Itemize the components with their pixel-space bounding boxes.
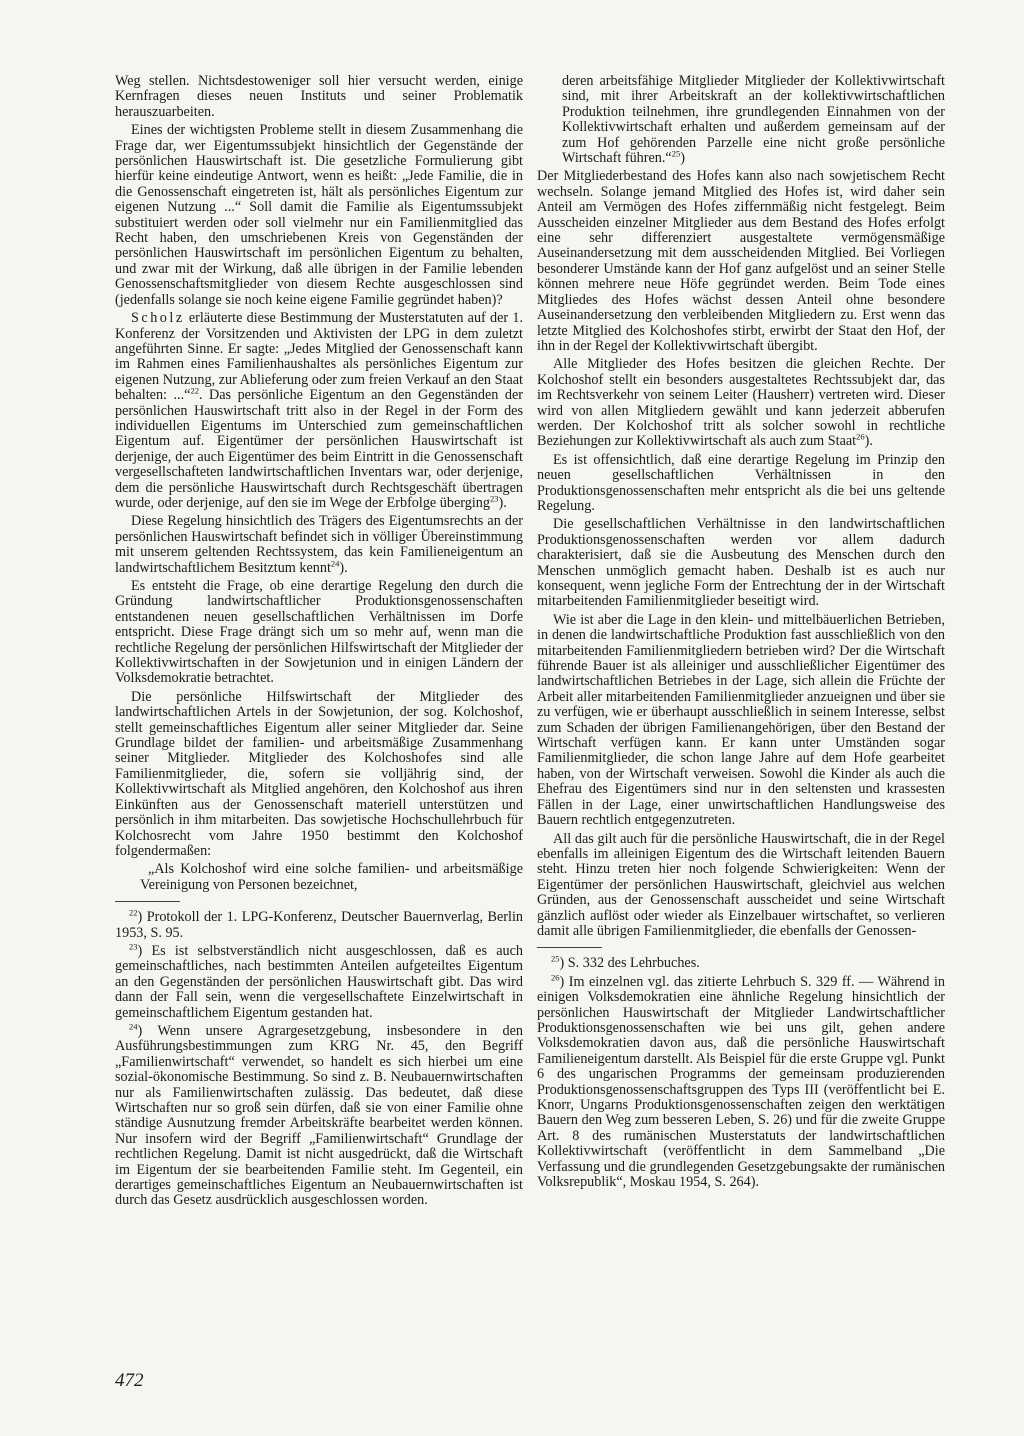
footnote: $^{23}$) Es ist selbstverständlich nicht ausgeschlossen, daß es auch gemeinschaftliches, nach bestimmten Anteilen aufgeteiltes Eigentum an den Gegenständen der persönlichen Hauswirtschaft gibt. Das wird dann der Fall sein, wenn die vergesellschaftete Einzelwirtschaft in gemeinschaftlichem Eigentum gestanden hat.	[115, 941, 523, 1021]
footnote-ref[interactable]: 22	[190, 385, 199, 396]
paragraph: Scholz erläuterte diese Bestimmung der Musterstatuten auf der 1. Konferenz der Vorsitzenden und Aktivisten der LPG in dem zuletzt angeführten Sinne. Er sagte: „Jedes Mitglied der Genossenschaft kann im Rahmen eines Familienhaushaltes als persönliches Eigentum zur eigenen Nutzung, zur Ablieferung oder zum freien Verkauf an den Staat behalten: ...“$^{22}$. Das persönliche Eigentum an den Gegenständen der persönlichen Hauswirtschaft tritt also in der Regel in der Form des individuellen Eigentums im Unterschied zum gemeinschaftlichen Eigentum auf. Eigentümer der persönlichen Hauswirtschaft ist derjenige, der auch Eigentümer des beim Eintritt in die Genossenschaft vergesellschafteten landwirtschaftlichen Inventars war, oder derjenige, dem die persönliche Hauswirtschaft durch Rechtsgeschäft übertragen wurde, oder derjenige, auf den sie im Wege der Erbfolge überging$^{23}$).	[115, 310, 524, 511]
footnote-ref[interactable]: 26	[856, 431, 865, 442]
paragraph: Es entsteht die Frage, ob eine derartige Regelung den durch die Gründung landwirtschaftlicher Produktionsgenossenschaften entstandenen neuen gesellschaftlichen Verhältnissen im Dorfe entspricht. Diese Frage drängt sich um so mehr auf, wenn man die rechtliche Regelung der persönlichen Hilfswirtschaft der Mitglieder der Kollektivwirtschaften in der Sowjetunion und in einigen Ländern der Volksdemokratie betrachtet.	[115, 578, 523, 687]
paragraph: Es ist offensichtlich, daß eine derartige Regelung im Prinzip den neuen gesellschaftlichen Verhältnissen in den Produktionsgenossenschaften mehr entspricht als die bei uns geltende Regelung.	[537, 451, 945, 514]
paragraph: Alle Mitglieder des Hofes besitzen die gleichen Rechte. Der Kolchoshof stellt ein besonders ausgestaltetes Rechtssubjekt dar, das im Rechtsverkehr von seinem Leiter (Hausherr) vertreten wird. Dieser wird von allen Mitgliedern gewählt und kann jederzeit abberufen werden. Der Kolchoshof tritt als solcher sowohl in rechtliche Beziehungen zur Kollektivwirtschaft als auch zum Staat$^{26}$).	[537, 356, 945, 450]
footnote-ref[interactable]: 23	[489, 493, 499, 504]
footnotes	[537, 953, 945, 1191]
paragraph: Eines der wichtigsten Probleme stellt in diesem Zusammenhang die Frage dar, wer Eigentumssubjekt hinsichtlich der Gegenstände der persönlichen Hauswirtschaft ist. Die gesetzliche Formulierung gibt hierfür keine eindeutige Antwort, wenn es heißt: „Jede Familie, die in die Genossenschaft eingetreten ist, hält als persönliches Eigentum zur eigenen Nutzung ...“ Soll damit die Familie als Eigentumssubjekt substituiert werden oder soll vielmehr nur ein Familienmitglied das Recht haben, den umschriebenen Kreis von Gegenständen der persönlichen Hauswirtschaft im persönlichen Eigentum zu behalten, und zwar mit der Wirkung, daß alle übrigen in der Familie lebenden Genossenschaftsmitglieder von diesem Rechte ausgeschlossen sind (jedenfalls solange sie noch keine eigene Familie gegründet haben)?	[115, 122, 523, 308]
block-quote: deren arbeitsfähige Mitglieder Mitglieder der Kollektivwirtschaft sind, mit ihrer Arbeitskraft an der kollektivwirtschaftlichen Produktion teilnehmen, ihre grundlegenden Einnahmen von der Kollektivwirtschaft erhalten und außerdem gemeinsam auf der zum Hof gehörenden Parzelle eine nicht große persönliche Wirtschaft führen.“$^{25}$)	[562, 73, 945, 167]
footnote-ref[interactable]: 24	[330, 557, 340, 568]
paragraph: All das gilt auch für die persönliche Hauswirtschaft, die in der Regel ebenfalls im alleinigen Eigentum des die Wirtschaft leitenden Bauern steht. Hinzu treten hier noch folgende Schwierigkeiten: Wenn der Eigentümer der persönlichen Hauswirtschaft, gleichviel aus welchen Gründen, aus der Genossenschaft ausscheidet und seine Wirtschaft gänzlich auflöst oder wieder als Einzelbauer wirtschaftet, so verlieren damit alle übrigen Familienmitglieder, die ebenfalls der Genossen-	[537, 830, 945, 939]
right-column	[537, 74, 945, 1193]
footnote: $^{22}$) Protokoll der 1. LPG-Konferenz, Deutscher Bauernverlag, Berlin 1953, S. 95.	[115, 907, 523, 941]
paragraph: Wie ist aber die Lage in den klein- und mittelbäuerlichen Betrieben, in denen die landwirtschaftliche Produktion fast ausschließlich von den mitarbeitenden Familienmitgliedern betrieben wird? Der die Wirtschaft führende Bauer ist als alleiniger und ausschließlicher Eigentümer des landwirtschaftlichen Betriebes in der Lage, sich allein die Früchte der Arbeit aller mitarbeitenden Familienmitglieder anzueignen und über sie zu verfügen, wie er überhaupt ausschließlich in seinem Interesse, selbst zum Schaden der übrigen Familienangehörigen, über den Bestand der Wirtschaft verfügen kann. Er kann unter Umständen sogar Familienmitglieder, die schon lange Jahre auf dem Hofe gearbeitet haben, von der Wirtschaft verweisen. Sowohl die Kinder als auch die Ehefrau des Eigentümers sind nur in den seltensten und krassesten Fällen in der Lage, einer unwirtschaftlichen Handlungsweise des Bauern rechtlich entgegenzutreten.	[537, 611, 945, 829]
footnote-ref[interactable]: 25	[671, 148, 681, 159]
paragraph: Weg stellen. Nichtsdestoweniger soll hier versucht werden, einige Kernfragen dieses neuen Instituts und seiner Problematik herauszuarbeiten.	[115, 73, 523, 120]
footnotes	[115, 907, 523, 1209]
paragraph: Die gesellschaftlichen Verhältnisse in den landwirtschaftlichen Produktionsgenossenschaften werden vor allem dadurch charakterisiert, daß sie die Ausbeutung des Menschen durch den Menschen unmöglich gemacht haben. Deshalb ist es auch nur konsequent, wenn jegliche Form der Entrechtung der in der Wirtschaft mitarbeitenden Familienmitglieder beseitigt wird.	[537, 516, 945, 610]
paragraph: Der Mitgliederbestand des Hofes kann also nach sowjetischem Recht wechseln. Solange jemand Mitglied des Hofes ist, wird daher sein Anteil am Vermögen des Hofes ziffernmäßig nicht festgelegt. Beim Ausscheiden einzelner Mitglieder aus dem Bestand des Hofes erfolgt eine sehr differenziert ausgestaltete vermögensmäßige Auseinandersetzung mit dem ausscheidenden Mitglied. Bei Vorliegen besonderer Umstände kann der Hof ganz aufgelöst und an seiner Stelle können mehrere neue Höfe gegründet werden. Beim Tode eines Mitgliedes des Hofes wächst dessen Anteil ohne besondere Auseinandersetzung den verbleibenden Mitgliedern zu. Erst wenn das letzte Mitglied des Kolchoshofes stirbt, erwirbt der Staat den Hof, der ihn in der Regel der Kollektivwirtschaft übergibt.	[537, 168, 945, 354]
footnote: $^{26}$) Im einzelnen vgl. das zitierte Lehrbuch S. 329 ff. — Während in einigen Volksdemokratien eine ähnliche Regelung hinsichtlich der persönlichen Hauswirtschaft der Mitglieder Landwirtschaftlicher Produktionsgenossenschaften wie bei uns gilt, gehen andere Volksdemokratien davon aus, daß die persönliche Hauswirtschaft Familieneigentum darstellt. Als Beispiel für die erste Gruppe vgl. Punkt 6 des ungarischen Programms der gemeinsam produzierenden Produktionsgenossenschaftsgruppen des Typs III (veröffentlicht bei E. Knorr, Ungarns Produktionsgenossenschaften zeigen den werktätigen Bauern den Weg zum besseren Leben, S. 26) und für die zweite Gruppe Art. 8 des rumänischen Musterstatuts der landwirtschaftlichen Kollektivwirtschaft (veröffentlicht in dem Sammelband „Die Verfassung und die grundlegenden Gesetzgebungsakte der rumänischen Volksrepublik“, Moskau 1954, S. 264).	[537, 972, 945, 1191]
footnote-divider	[115, 901, 180, 902]
footnote: $^{25}$) S. 332 des Lehrbuches.	[551, 953, 700, 972]
footnote: $^{24}$) Wenn unsere Agrargesetzgebung, insbesondere in den Ausführungsbestimmungen zum KRG Nr. 45, den Begriff „Familienwirtschaft“ verwendet, so handelt es sich hierbei um eine sozial-ökonomische Bestimmung. So sind z. B. Neubauernwirtschaften nur als Familienwirtschaften zulässig. Das bedeutet, daß diese Wirtschaften nur so groß sein dürfen, daß sie von einer Familie ohne ständige Ausnutzung fremder Arbeitskräfte bearbeitet werden können. Nur insofern wird der Begriff „Familienwirtschaft“ Grundlage der rechtlichen Regelung. Damit ist nicht ausgedrückt, daß die Wirtschaft im Eigentum der sie bearbeitenden Familie steht. Im Gegenteil, ein derartiges gemeinschaftliches Eigentum an Neubauernwirtschaften ist durch das Gesetz ausdrücklich ausgeschlossen worden.	[115, 1021, 523, 1209]
left-column	[115, 74, 523, 1212]
page-number: 472	[115, 1370, 144, 1391]
paragraph: Diese Regelung hinsichtlich des Trägers des Eigentumsrechts an der persönlichen Hauswirtschaft befindet sich in völliger Übereinstimmung mit unserem geltenden Rechtssystem, das kein Familieneigentum an landwirtschaftlichem Besitztum kennt$^{24}$).	[115, 513, 523, 576]
author-name: Scholz	[131, 310, 185, 327]
paragraph: Die persönliche Hilfswirtschaft der Mitglieder des landwirtschaftlichen Artels in der Sowjetunion, der sog. Kolchoshof, stellt gemeinschaftliches Eigentum aller seiner Mitglieder dar. Seine Grundlage bildet der familien- und arbeitsmäßige Zusammenhang seiner Mitglieder. Mitglieder des Kolchoshofes sind alle Familienmitglieder, die, sofern sie volljährig sind, der Kollektivwirtschaft als Mitglied angehören, den Kolchoshof aus ihren Einkünften aus der Genossenschaft materiell unterstützen und persönlich in ihm mitarbeiten. Das sowjetische Hochschullehrbuch für Kolchosrecht vom Jahre 1950 bestimmt den Kolchoshof folgendermaßen:	[115, 688, 523, 859]
block-quote: „Als Kolchoshof wird eine solche familien- und arbeitsmäßige Vereinigung von Personen bezeichnet,	[140, 861, 523, 893]
footnote-divider	[537, 947, 602, 948]
